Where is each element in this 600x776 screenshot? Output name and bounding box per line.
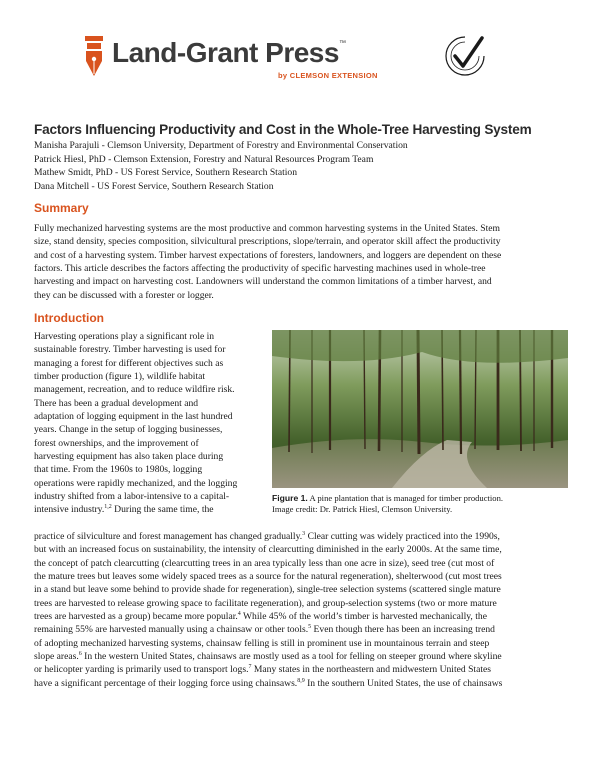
figure-credit: Image credit: Dr. Patrick Hiesl, Clemson University. (272, 504, 453, 514)
summary-line: and cost of a harvesting system. Timber harvest expectations of foresters, landowners, and loggers are dependent on these (34, 249, 502, 261)
line-text: trees are harvested to release growing space to facilitate regeneration), and group-selection systems (two or more mature (34, 597, 497, 609)
introduction-left-column (34, 330, 270, 517)
introduction-line: management, recreation, and to reduce wildfire risk. (34, 384, 235, 396)
summary-line: size, stand density, species composition, silvicultural prescriptions, slope/terrain, and operator skill affect the productivity (34, 236, 501, 248)
line-text: In the southern United States, the use of chainsaws (304, 677, 503, 689)
introduction-line (34, 623, 574, 636)
summary-heading: Summary (34, 201, 89, 215)
introduction-full-width (34, 530, 574, 690)
summary-line: factors. This article describes the factors affecting the productivity of specific harvesting machines used in whole-tree (34, 263, 486, 275)
line-text: remaining 55% are harvested manually using a chainsaw or other tools. (34, 624, 309, 636)
introduction-line (34, 543, 574, 556)
line-text: During the same time, the (111, 504, 214, 516)
introduction-line: managing a forest for different objectives such as (34, 357, 224, 369)
summary-line: harvesting and impact on harvesting cost. Landowners will understand the common limitations of a timber harvest, and (34, 276, 492, 288)
author-line: Manisha Parajuli - Clemson University, Department of Forestry and Environmental Conservation (34, 140, 408, 151)
line-text: Many states in the northeastern and midwestern United States (251, 664, 492, 676)
line-text: of adopting mechanized harvesting systems, chainsaw felling is still in prominent use in mountainous terrain and steep (34, 637, 490, 649)
line-text: the mature trees but leaves some widely spaced trees as a source for the natural regeneration), shelterwood (cut most trees (34, 571, 502, 583)
article-title: Factors Influencing Productivity and Cost in the Whole-Tree Harvesting System (34, 122, 532, 137)
citation-superscript: 6 (78, 650, 82, 657)
figure-caption (272, 493, 572, 515)
introduction-heading: Introduction (34, 311, 104, 325)
author-line: Dana Mitchell - US Forest Service, Southern Research Station (34, 180, 274, 192)
page-header (82, 34, 542, 84)
line-text: the concept of patch clearcutting (clearcutting trees in an area typically less than one acre in size), seed tree (cut most of (34, 557, 495, 569)
summary-line: Fully mechanized harvesting systems are the most productive and common harvesting systems in the United States. Stem (34, 223, 501, 234)
line-text: intensive industry. (34, 504, 105, 516)
logo-trademark: ™ (338, 40, 346, 47)
summary-paragraph (34, 222, 574, 302)
introduction-line (34, 650, 574, 663)
line-text: In the western United States, chainsaws are mostly used as a tool for felling on steeper ground where skyline (81, 651, 502, 663)
citation-superscript: 7 (248, 664, 252, 671)
introduction-line: years. Change in the setup of logging businesses, (34, 424, 223, 436)
line-text: in a stand but leave some behind to provide shade for regeneration), single-tree selection systems (scattered single mature (34, 584, 501, 596)
introduction-line: operations were rapidly mechanized, and the logging (34, 477, 238, 489)
introduction-line (34, 583, 574, 596)
introduction-line (34, 597, 574, 610)
introduction-line: Harvesting operations play a significant role in (34, 331, 215, 342)
figure-label: Figure 1. (272, 493, 308, 503)
line-text: or helicopter yarding is primarily used to transport logs. (34, 664, 249, 676)
introduction-line: industry shifted from a labor-intensive to a capital- (34, 491, 230, 503)
author-line: Mathew Smidt, PhD - US Forest Service, Southern Research Station (34, 167, 297, 179)
logo-subtitle: by CLEMSON EXTENSION (278, 71, 378, 80)
introduction-line: harvesting equipment has also taken place during (34, 451, 224, 463)
introduction-line (34, 677, 574, 690)
citation-superscript: 1,2 (104, 504, 112, 511)
introduction-line (34, 663, 574, 676)
line-text: trees are harvested as a group) became more popular. (34, 611, 238, 623)
introduction-line: that time. From the 1960s to 1980s, logging (34, 464, 203, 476)
line-text: but with an increased focus on sustainability, the intensity of clearcutting diminished in the early 2000s. At the same time, (34, 544, 502, 556)
introduction-line (34, 503, 270, 516)
introduction-line: timber production (figure 1), wildlife habitat (34, 371, 206, 383)
pen-nib-icon (82, 34, 106, 78)
line-text: practice of silviculture and forest management has changed gradually. (34, 531, 303, 542)
introduction-line: forest ownerships, and the improvement of (34, 437, 199, 449)
line-text: Clear cutting was widely practiced into the 1990s, (305, 531, 500, 542)
figure-caption-text: A pine plantation that is managed for timber production. (307, 493, 504, 503)
line-text: have a significant percentage of their logging force using chainsaws. (34, 677, 298, 689)
summary-line: they can be discussed with a forester or logger. (34, 289, 214, 301)
citation-superscript: 5 (308, 624, 312, 631)
author-list (34, 139, 574, 193)
author-line: Patrick Hiesl, PhD - Clemson Extension, Forestry and Natural Resources Program Team (34, 153, 374, 165)
introduction-line: There has been a gradual development and (34, 397, 199, 409)
line-text: slope areas. (34, 651, 79, 663)
pine-plantation-photo (272, 330, 568, 488)
introduction-line (34, 637, 574, 650)
citation-superscript: 8,9 (297, 677, 305, 684)
citation-superscript: 3 (302, 530, 306, 537)
line-text: While 45% of the world’s timber is harvested mechanically, the (240, 611, 487, 623)
line-text: Even though there has been an increasing trend (311, 624, 495, 636)
logo-title: Land-Grant Press (112, 37, 339, 68)
citation-superscript: 4 (237, 610, 241, 617)
introduction-line (34, 530, 574, 543)
introduction-line: sustainable forestry. Timber harvesting is used for (34, 344, 226, 356)
introduction-line (34, 557, 574, 570)
introduction-line (34, 570, 574, 583)
introduction-line: adaptation of logging equipment in the last hundred (34, 411, 233, 423)
checkmark-seal-icon (442, 34, 488, 78)
introduction-line (34, 610, 574, 623)
